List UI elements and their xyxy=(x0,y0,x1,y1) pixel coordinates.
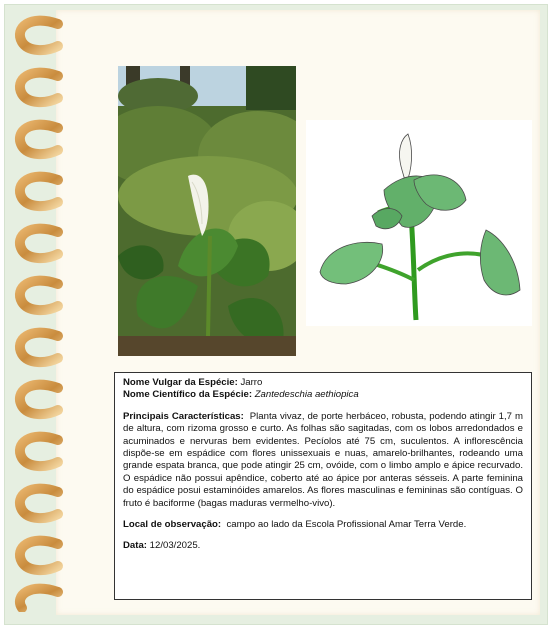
species-info-card xyxy=(114,372,532,600)
characteristics-label: Principais Características: xyxy=(123,410,244,422)
location-value: campo ao lado da Escola Profissional Amar Terra Verde. xyxy=(226,519,467,531)
notebook-spiral xyxy=(10,12,70,612)
characteristics-paragraph xyxy=(123,411,523,510)
scientific-name-value: Zantedeschia aethiopica xyxy=(254,389,359,401)
common-name-value: Jarro xyxy=(240,377,263,388)
calla-lily-photo-icon xyxy=(118,66,296,356)
common-name-label: Nome Vulgar da Espécie: xyxy=(123,377,238,388)
date-label: Data: xyxy=(123,540,147,552)
spiral-rings-icon xyxy=(10,12,70,612)
plant-photo xyxy=(118,66,296,356)
calla-lily-drawing-icon xyxy=(306,120,532,326)
common-name-line xyxy=(123,377,523,389)
scientific-name-line xyxy=(123,389,523,401)
scientific-name-label: Nome Científico da Espécie: xyxy=(123,389,253,401)
location-label: Local de observação: xyxy=(123,519,222,531)
plant-drawing xyxy=(306,120,532,326)
location-line xyxy=(123,519,523,531)
characteristics-text: Planta vivaz, de porte herbáceo, robusta, podendo atingir 1,7 m de altura, com rizoma grosso e curto. As folhas são sagitadas, com os lobos arredondados e acuminados e nervuras bem evidentes. Pecíolos até 75 cm, suculentos. A inflorescência dispõe-se em espádice com flores unissexuais e nuas, amarelo-brilhantes, rodeando uma grande espata branca, que pode atingir 25 cm, ovóide, com o limbo amplo e ápice recurvado. O espádice não possui apêndice, coberto até ao ápice por anteras sésseis. A parte feminina do espádice posui estaminóides amarelos. As flores masculinas e femininas são contíguas. O fruto é baciforme (bagas maduras vermelho-vivo). xyxy=(123,410,523,509)
date-value: 12/03/2025. xyxy=(149,540,201,552)
date-line xyxy=(123,540,523,552)
